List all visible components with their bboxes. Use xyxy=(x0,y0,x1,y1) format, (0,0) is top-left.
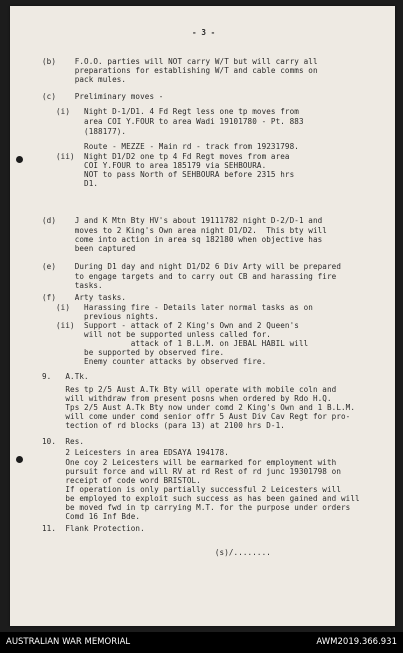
text-line: Comd 16 Inf Bde. xyxy=(42,512,141,521)
text-line: tasks. xyxy=(42,281,103,290)
text-line: COI Y.FOUR to area 185179 via SEHBOURA. xyxy=(42,161,267,170)
text-line: Route - MEZZE - Main rd - track from 19231798. xyxy=(42,142,299,151)
text-line: (c) Preliminary moves - xyxy=(42,92,164,101)
text-line: be supported by observed fire. xyxy=(42,348,225,357)
text-line: If operation is only partially successful 2 Leicesters will xyxy=(42,485,341,494)
text-line: Enemy counter attacks by observed fire. xyxy=(42,357,267,366)
text-line: NOT to pass North of SEHBOURA before 2315 hrs xyxy=(42,170,295,179)
text-line: will not be supported unless called for. xyxy=(42,330,271,339)
text-line: to engage targets and to carry out CB and harassing fire xyxy=(42,272,337,281)
punch-hole-icon xyxy=(16,456,23,463)
text-line: (i) Harassing fire - Details later normal tasks as on xyxy=(42,303,313,312)
text-line: preparations for establishing W/T and cable comms on xyxy=(42,66,318,75)
text-line: pack mules. xyxy=(42,75,127,84)
text-line: 2 Leicesters in area EDSAYA 194178. xyxy=(42,448,229,457)
text-line: (s)/........ xyxy=(42,548,271,557)
text-line: (ii) Support - attack of 2 King's Own and 2 Queen's xyxy=(42,321,299,330)
text-line: be moved fwd in tp carrying M.T. for the purpose under orders xyxy=(42,503,351,512)
text-line: (b) F.O.O. parties will NOT carry W/T but will carry all xyxy=(42,57,318,66)
text-line: (e) During D1 day and night D1/D2 6 Div Arty will be prepared xyxy=(42,262,341,271)
text-line: attack of 1 B.L.M. on JEBAL HABIL will xyxy=(42,339,309,348)
text-line: 10. Res. xyxy=(42,437,85,446)
text-line: receipt of code word BRISTOL. xyxy=(42,476,201,485)
text-line: (d) J and K Mtn Bty HV's about 19111782 night D-2/D-1 and xyxy=(42,216,323,225)
text-line: moves to 2 King's Own area night D1/D2. This bty will xyxy=(42,226,327,235)
page-number: - 3 - xyxy=(192,28,216,37)
text-line: D1. xyxy=(42,179,99,188)
text-line: One coy 2 Leicesters will be earmarked for employment with xyxy=(42,458,337,467)
text-line: (188177). xyxy=(42,127,127,136)
text-line: (ii) Night D1/D2 one tp 4 Fd Regt moves from area xyxy=(42,152,290,161)
text-line: Res tp 2/5 Aust A.Tk Bty will operate with mobile coln and xyxy=(42,385,337,394)
text-line: (i) Night D-1/D1. 4 Fd Regt less one tp moves from xyxy=(42,107,299,116)
text-line: be employed to exploit such success as has been gained and will xyxy=(42,494,360,503)
source-label: AUSTRALIAN WAR MEMORIAL xyxy=(6,637,131,647)
text-line: come into action in area sq 182180 when objective has xyxy=(42,235,323,244)
punch-hole-icon xyxy=(16,156,23,163)
text-line: previous nights. xyxy=(42,312,159,321)
text-line: (f) Arty tasks. xyxy=(42,293,127,302)
text-line: 9. A.Tk. xyxy=(42,372,89,381)
text-line: Tps 2/5 Aust A.Tk Bty now under comd 2 King's Own and 1 B.L.M. xyxy=(42,403,356,412)
text-line: tection of rd blocks (para 13) at 2100 hrs D-1. xyxy=(42,421,285,430)
text-line: area COI Y.FOUR to area Wadi 19101780 - Pt. 883 xyxy=(42,117,304,126)
footer-bar xyxy=(0,632,403,653)
text-line: will come under comd senior offr 5 Aust Div Cav Regt for pro- xyxy=(42,412,351,421)
text-line: been captured xyxy=(42,244,136,253)
reference-id: AWM2019.366.931 xyxy=(316,637,397,647)
text-line: will withdraw from present posns when ordered by Rdo H.Q. xyxy=(42,394,332,403)
text-line: pursuit force and will RV at rd Rest of rd junc 19301798 on xyxy=(42,467,341,476)
text-line: 11. Flank Protection. xyxy=(42,524,145,533)
document-page xyxy=(10,6,395,626)
